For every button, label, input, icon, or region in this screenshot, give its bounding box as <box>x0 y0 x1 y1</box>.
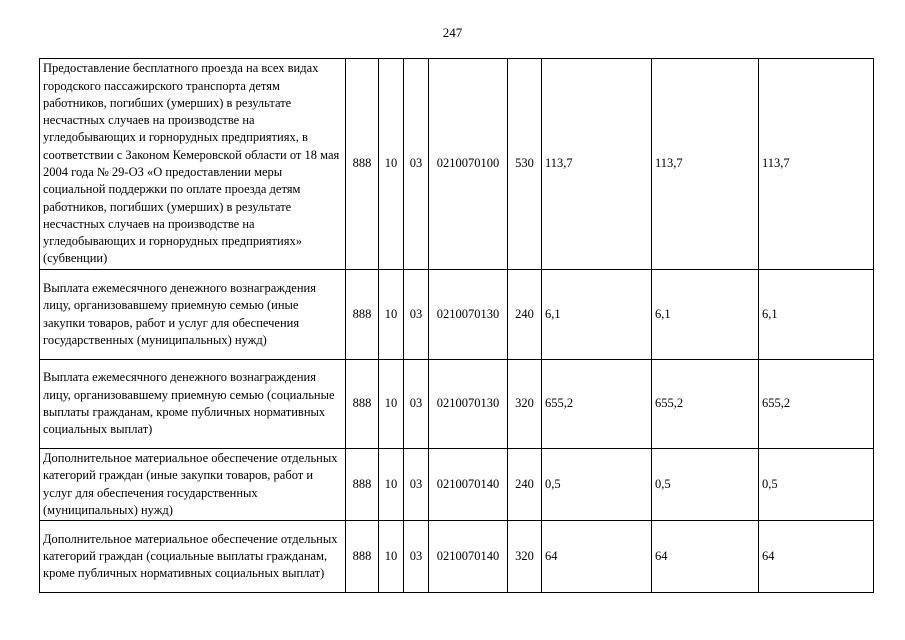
budget-table <box>39 58 874 593</box>
row-description: Дополнительное материальное обеспечение отдельных категорий граждан (социальные выплаты гражданам, кроме публичных нормативных социальных выплат) <box>40 521 346 593</box>
subsection-code: 03 <box>404 449 429 521</box>
grbs-code: 888 <box>346 521 379 593</box>
row-description: Предоставление бесплатного проезда на всех видах городского пассажирского транспорта детям работников, погибших (умерших) в результате несчастных случаев на производстве на угледобывающих и горнорудных предприятиях, в соответствии с Законом Кемеровской области от 18 мая 2004 года № 29-ОЗ «О предоставлении меры социальной поддержки по оплате проезда детям работников, погибших (умерших) в результате несчастных случаев на производстве на угледобывающих и горнорудных предприятиях» (субвенции) <box>40 59 346 270</box>
amount-year-3: 113,7 <box>759 59 874 270</box>
table-row <box>40 521 874 593</box>
subsection-code: 03 <box>404 360 429 449</box>
amount-year-3: 0,5 <box>759 449 874 521</box>
expense-type-code: 240 <box>508 270 542 360</box>
amount-year-1: 64 <box>542 521 652 593</box>
row-description: Выплата ежемесячного денежного вознаграждения лицу, организовавшему приемную семью (социальные выплаты гражданам, кроме публичных нормативных социальных выплат) <box>40 360 346 449</box>
expense-type-code: 320 <box>508 521 542 593</box>
target-article-code: 0210070100 <box>429 59 508 270</box>
amount-year-2: 113,7 <box>652 59 759 270</box>
section-code: 10 <box>379 270 404 360</box>
expense-type-code: 240 <box>508 449 542 521</box>
subsection-code: 03 <box>404 59 429 270</box>
amount-year-3: 6,1 <box>759 270 874 360</box>
row-description: Дополнительное материальное обеспечение отдельных категорий граждан (иные закупки товаров, работ и услуг для обеспечения государственных (муниципальных) нужд) <box>40 449 346 521</box>
grbs-code: 888 <box>346 59 379 270</box>
section-code: 10 <box>379 449 404 521</box>
amount-year-1: 655,2 <box>542 360 652 449</box>
amount-year-1: 113,7 <box>542 59 652 270</box>
section-code: 10 <box>379 521 404 593</box>
table-row <box>40 59 874 270</box>
amount-year-1: 0,5 <box>542 449 652 521</box>
page-number: 247 <box>442 25 463 40</box>
target-article-code: 0210070140 <box>429 521 508 593</box>
target-article-code: 0210070130 <box>429 270 508 360</box>
subsection-code: 03 <box>404 521 429 593</box>
amount-year-2: 655,2 <box>652 360 759 449</box>
expense-type-code: 530 <box>508 59 542 270</box>
amount-year-2: 6,1 <box>652 270 759 360</box>
section-code: 10 <box>379 59 404 270</box>
target-article-code: 0210070140 <box>429 449 508 521</box>
grbs-code: 888 <box>346 360 379 449</box>
amount-year-1: 6,1 <box>542 270 652 360</box>
amount-year-2: 64 <box>652 521 759 593</box>
table-row <box>40 449 874 521</box>
section-code: 10 <box>379 360 404 449</box>
table-row <box>40 360 874 449</box>
grbs-code: 888 <box>346 449 379 521</box>
subsection-code: 03 <box>404 270 429 360</box>
amount-year-2: 0,5 <box>652 449 759 521</box>
row-description: Выплата ежемесячного денежного вознаграждения лицу, организовавшему приемную семью (иные закупки товаров, работ и услуг для обеспечения государственных (муниципальных) нужд) <box>40 270 346 360</box>
target-article-code: 0210070130 <box>429 360 508 449</box>
expense-type-code: 320 <box>508 360 542 449</box>
amount-year-3: 64 <box>759 521 874 593</box>
grbs-code: 888 <box>346 270 379 360</box>
table-row <box>40 270 874 360</box>
amount-year-3: 655,2 <box>759 360 874 449</box>
